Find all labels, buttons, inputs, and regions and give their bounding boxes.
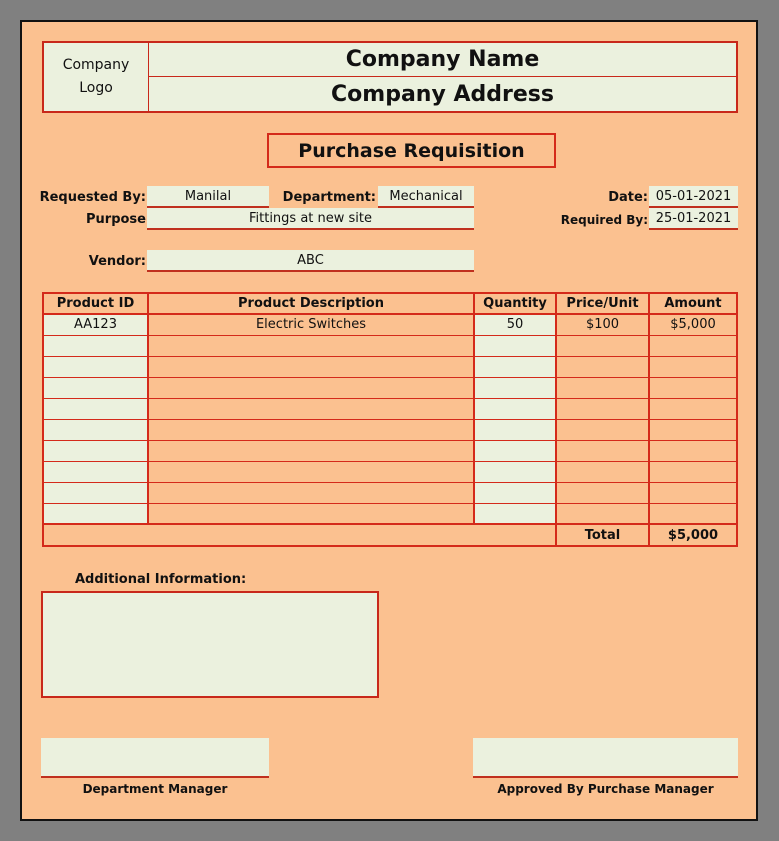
total-row-spacer: [43, 524, 556, 546]
purchase-manager-signature[interactable]: [473, 738, 738, 778]
requested-by-label: Requested By:: [39, 190, 146, 205]
quantity-cell[interactable]: [474, 419, 556, 440]
description-cell[interactable]: [148, 503, 474, 524]
product-id-cell[interactable]: [43, 419, 148, 440]
description-cell[interactable]: [148, 461, 474, 482]
total-value: $5,000: [649, 524, 737, 546]
amount-cell[interactable]: $5,000: [649, 314, 737, 335]
product-id-cell[interactable]: [43, 482, 148, 503]
quantity-cell[interactable]: [474, 503, 556, 524]
price-unit-cell[interactable]: [556, 482, 649, 503]
product-id-cell[interactable]: [43, 398, 148, 419]
required-by-field[interactable]: 25-01-2021: [649, 208, 738, 230]
amount-cell[interactable]: [649, 461, 737, 482]
department-manager-label: Department Manager: [82, 782, 228, 796]
amount-cell[interactable]: [649, 335, 737, 356]
description-cell[interactable]: [148, 356, 474, 377]
col-header-quantity: Quantity: [474, 293, 556, 314]
company-logo-placeholder: [44, 43, 149, 111]
page-title: Purchase Requisition: [267, 133, 556, 168]
total-row: [43, 524, 737, 546]
description-cell[interactable]: [148, 377, 474, 398]
quantity-cell[interactable]: [474, 356, 556, 377]
product-id-cell[interactable]: [43, 335, 148, 356]
date-field[interactable]: 05-01-2021: [649, 186, 738, 208]
purpose-label: Purpose: [86, 212, 146, 227]
amount-cell[interactable]: [649, 440, 737, 461]
table-row: [43, 503, 737, 524]
description-cell[interactable]: [148, 398, 474, 419]
col-header-amount: Amount: [649, 293, 737, 314]
quantity-cell[interactable]: [474, 440, 556, 461]
price-unit-cell[interactable]: [556, 398, 649, 419]
vendor-label: Vendor:: [88, 254, 146, 269]
table-row: [43, 314, 737, 335]
table-row: [43, 419, 737, 440]
quantity-cell[interactable]: [474, 482, 556, 503]
amount-cell[interactable]: [649, 419, 737, 440]
price-unit-cell[interactable]: [556, 335, 649, 356]
description-cell[interactable]: Electric Switches: [148, 314, 474, 335]
price-unit-cell[interactable]: [556, 461, 649, 482]
additional-info-textarea[interactable]: [41, 591, 379, 698]
quantity-cell[interactable]: [474, 335, 556, 356]
price-unit-cell[interactable]: [556, 440, 649, 461]
amount-cell[interactable]: [649, 377, 737, 398]
purchase-manager-label: Approved By Purchase Manager: [497, 782, 714, 796]
items-table: [42, 292, 738, 547]
product-id-cell[interactable]: [43, 356, 148, 377]
logo-line-2: Logo: [79, 80, 113, 96]
price-unit-cell[interactable]: [556, 356, 649, 377]
table-row: [43, 377, 737, 398]
required-by-label: Required By:: [560, 213, 648, 227]
table-header-row: [43, 293, 737, 314]
description-cell[interactable]: [148, 482, 474, 503]
amount-cell[interactable]: [649, 356, 737, 377]
table-row: [43, 335, 737, 356]
product-id-cell[interactable]: [43, 503, 148, 524]
table-row: [43, 482, 737, 503]
vendor-field[interactable]: ABC: [147, 250, 474, 272]
col-header-description: Product Description: [148, 293, 474, 314]
price-unit-cell[interactable]: [556, 419, 649, 440]
quantity-cell[interactable]: 50: [474, 314, 556, 335]
department-label: Department:: [282, 190, 376, 205]
quantity-cell[interactable]: [474, 377, 556, 398]
amount-cell[interactable]: [649, 482, 737, 503]
product-id-cell[interactable]: [43, 440, 148, 461]
price-unit-cell[interactable]: [556, 503, 649, 524]
description-cell[interactable]: [148, 419, 474, 440]
price-unit-cell[interactable]: [556, 377, 649, 398]
quantity-cell[interactable]: [474, 461, 556, 482]
table-row: [43, 398, 737, 419]
price-unit-cell[interactable]: $100: [556, 314, 649, 335]
table-row: [43, 356, 737, 377]
additional-info-label: Additional Information:: [75, 572, 247, 587]
description-cell[interactable]: [148, 335, 474, 356]
description-cell[interactable]: [148, 440, 474, 461]
requested-by-field[interactable]: Manilal: [147, 186, 269, 208]
col-header-product-id: Product ID: [43, 293, 148, 314]
company-name[interactable]: Company Name: [149, 43, 736, 77]
product-id-cell[interactable]: AA123: [43, 314, 148, 335]
table-row: [43, 440, 737, 461]
requisition-sheet: [20, 20, 758, 821]
company-address[interactable]: Company Address: [331, 81, 554, 107]
quantity-cell[interactable]: [474, 398, 556, 419]
date-label: Date:: [608, 190, 648, 205]
company-header: [42, 41, 738, 113]
logo-line-1: Company: [62, 57, 130, 73]
department-manager-signature[interactable]: [41, 738, 269, 778]
amount-cell[interactable]: [649, 398, 737, 419]
table-row: [43, 461, 737, 482]
product-id-cell[interactable]: [43, 461, 148, 482]
purpose-field[interactable]: Fittings at new site: [147, 208, 474, 230]
amount-cell[interactable]: [649, 503, 737, 524]
department-field[interactable]: Mechanical: [378, 186, 474, 208]
col-header-price-unit: Price/Unit: [556, 293, 649, 314]
total-label: Total: [556, 524, 649, 546]
product-id-cell[interactable]: [43, 377, 148, 398]
